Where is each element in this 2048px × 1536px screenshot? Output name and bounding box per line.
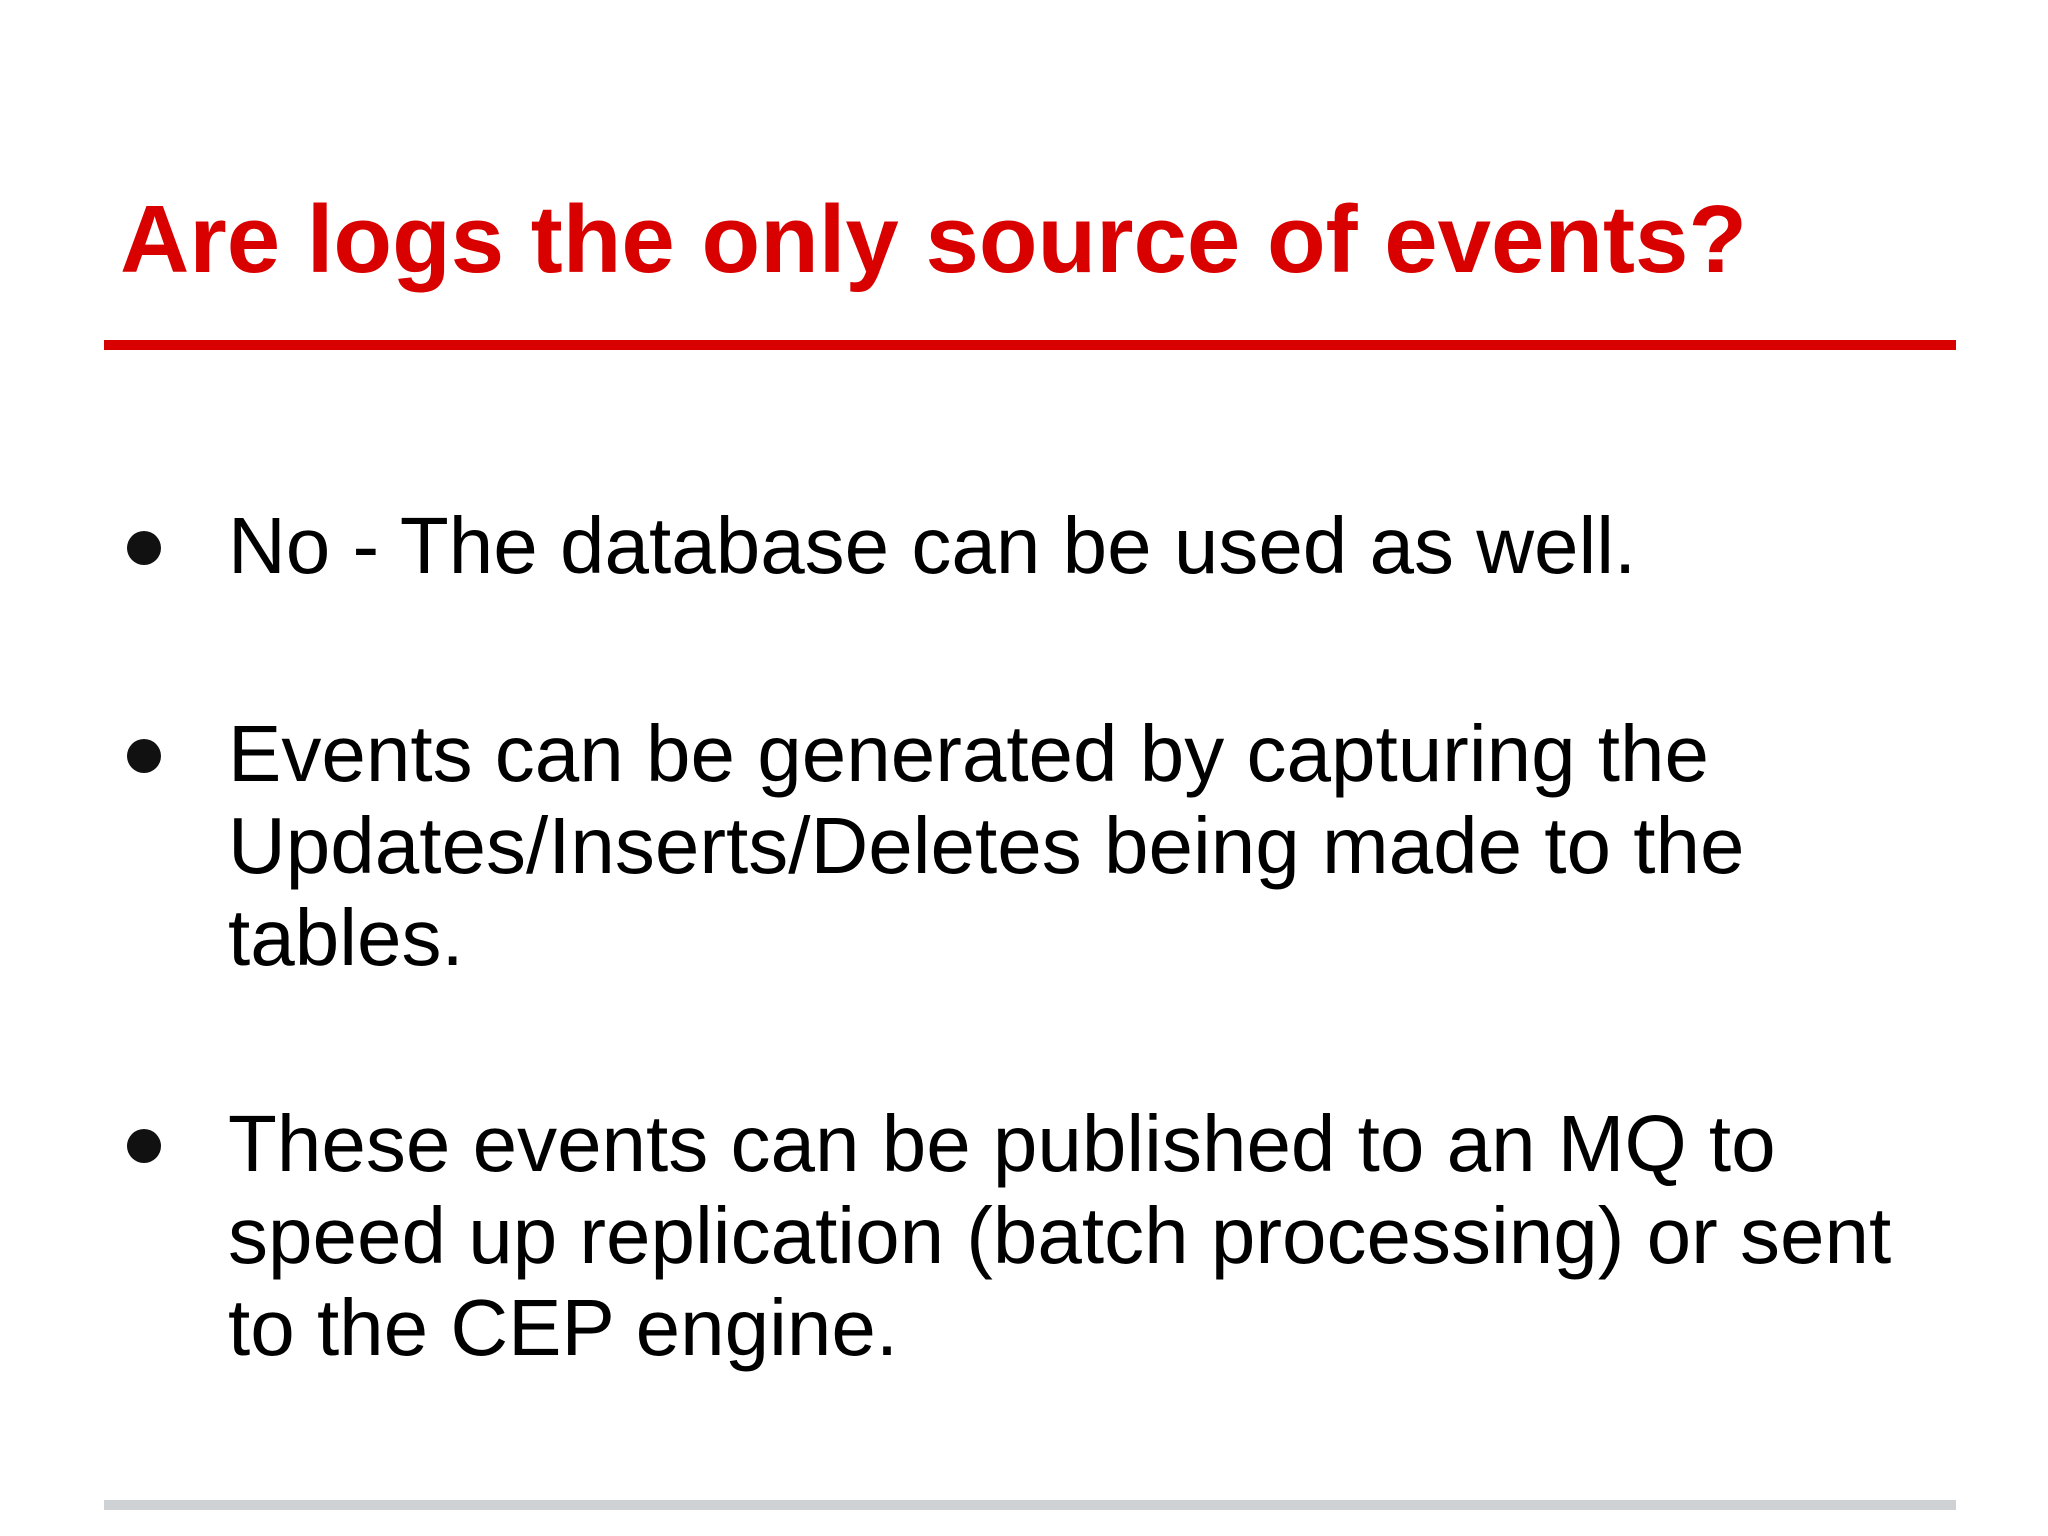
bullet-text: These events can be published to an MQ to speed up replication (batch processing) or sent to the CEP engine.	[228, 1099, 1892, 1372]
bullet-dot-icon	[127, 1129, 161, 1163]
slide-title: Are logs the only source of events?	[120, 186, 1748, 293]
bullet-dot-icon	[127, 531, 161, 565]
bullet-text: Events can be generated by capturing the Updates/Inserts/Deletes being made to the tables.	[228, 709, 1745, 982]
bullet-text: No - The database can be used as well.	[228, 501, 1637, 590]
bullet-dot-icon	[127, 739, 161, 773]
footer-divider	[104, 1500, 1956, 1510]
title-underline	[104, 340, 1956, 350]
